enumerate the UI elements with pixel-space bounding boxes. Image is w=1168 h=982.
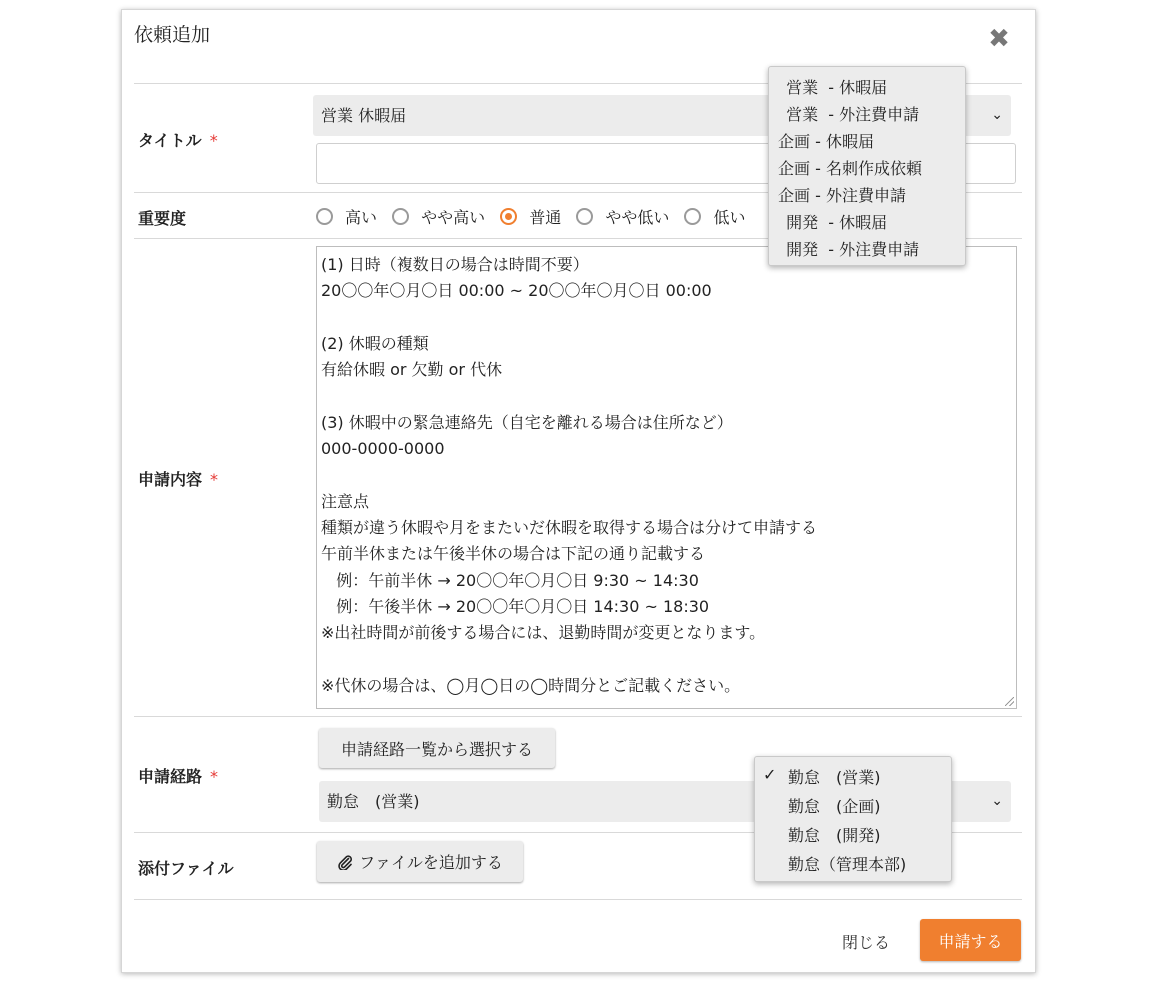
required-mark: * bbox=[210, 470, 219, 489]
title-option[interactable]: 企画 - 休暇届 bbox=[778, 132, 874, 151]
content-label: 申請内容 * bbox=[138, 470, 219, 489]
required-mark: * bbox=[209, 131, 218, 150]
content-line: 午前半休または午後半休の場合は下記の通り記載する bbox=[321, 544, 706, 564]
add-file-button[interactable] bbox=[317, 841, 523, 882]
priority-somewhat-low-radio[interactable]: やや低い bbox=[576, 205, 669, 228]
choose-route-button[interactable]: 申請経路一覧から選択する bbox=[319, 728, 555, 768]
content-line bbox=[321, 462, 1012, 488]
title-dropdown-menu bbox=[768, 66, 966, 266]
content-line: 例：午後半休 → 20〇〇年〇月〇日 14:30 ~ 18:30 bbox=[321, 596, 710, 616]
route-option[interactable]: 勤怠 (開発) bbox=[788, 826, 881, 845]
route-option[interactable]: 勤怠 (営業) bbox=[788, 768, 881, 787]
resize-grip-icon[interactable] bbox=[1005, 697, 1014, 706]
content-line: 例：午前半休 → 20〇〇年〇月〇日 9:30 ~ 14:30 bbox=[321, 570, 699, 590]
chevron-down-icon: ⌄ bbox=[991, 107, 1003, 123]
close-button[interactable]: 閉じる bbox=[842, 933, 891, 952]
title-option[interactable]: 営業 - 休暇届 bbox=[781, 78, 888, 97]
route-option[interactable]: 勤怠 (企画) bbox=[788, 797, 881, 816]
title-option[interactable]: 営業 - 外注費申請 bbox=[781, 105, 920, 124]
content-line: 000-0000-0000 bbox=[321, 439, 445, 459]
dialog-title: 依頼追加 bbox=[134, 24, 211, 46]
route-dropdown-menu bbox=[754, 756, 952, 882]
content-line: 注意点 bbox=[321, 491, 370, 511]
priority-low-radio[interactable]: 低い bbox=[684, 205, 745, 228]
content-line bbox=[321, 646, 1012, 672]
content-textarea[interactable] bbox=[316, 246, 1017, 709]
content-line: 20〇〇年〇月〇日 00:00 ~ 20〇〇年〇月〇日 00:00 bbox=[321, 281, 712, 301]
divider bbox=[134, 716, 1022, 717]
priority-normal-radio[interactable]: 普通 bbox=[500, 205, 561, 228]
content-line: 有給休暇 or 欠勤 or 代休 bbox=[321, 360, 503, 380]
route-select-value: 勤怠 (営業) bbox=[327, 792, 420, 811]
title-select-value: 営業 休暇届 bbox=[321, 106, 407, 125]
required-mark: * bbox=[210, 767, 219, 786]
content-line bbox=[321, 383, 1012, 409]
add-file-label: ファイルを追加する bbox=[359, 853, 503, 872]
route-option[interactable]: 勤怠（管理本部) bbox=[788, 855, 907, 874]
title-option[interactable]: 企画 - 外注費申請 bbox=[778, 186, 906, 205]
content-line: (2) 休暇の種類 bbox=[321, 333, 429, 353]
paperclip-icon bbox=[337, 854, 353, 870]
close-icon[interactable]: ✖ bbox=[988, 24, 1010, 54]
content-line: ※代休の場合は、◯月◯日の◯時間分とご記載ください。 bbox=[321, 675, 741, 695]
title-label: タイトル * bbox=[138, 131, 218, 150]
priority-high-radio[interactable]: 高い bbox=[316, 205, 377, 228]
content-line: ※出社時間が前後する場合には、退勤時間が変更となります。 bbox=[321, 623, 766, 643]
title-option[interactable]: 企画 - 名刺作成依頼 bbox=[778, 159, 922, 178]
submit-button[interactable]: 申請する bbox=[920, 919, 1021, 961]
content-line: (1) 日時（複数日の場合は時間不要） bbox=[321, 255, 589, 274]
priority-label: 重要度 bbox=[138, 209, 187, 228]
divider bbox=[134, 899, 1022, 900]
attachment-label: 添付ファイル bbox=[138, 859, 234, 878]
content-line bbox=[321, 305, 1012, 331]
route-label: 申請経路 * bbox=[138, 767, 219, 786]
content-line: 種類が違う休暇や月をまたいだ休暇を取得する場合は分けて申請する bbox=[321, 517, 818, 537]
priority-radio-group bbox=[316, 205, 755, 229]
title-option[interactable]: 開発 - 休暇届 bbox=[781, 213, 888, 232]
title-option[interactable]: 開発 - 外注費申請 bbox=[781, 240, 920, 259]
priority-somewhat-high-radio[interactable]: やや高い bbox=[392, 205, 485, 228]
checkmark-icon: ✓ bbox=[763, 765, 777, 784]
chevron-down-icon: ⌄ bbox=[991, 793, 1003, 809]
content-line: (3) 休暇中の緊急連絡先（自宅を離れる場合は住所など） bbox=[321, 412, 733, 432]
